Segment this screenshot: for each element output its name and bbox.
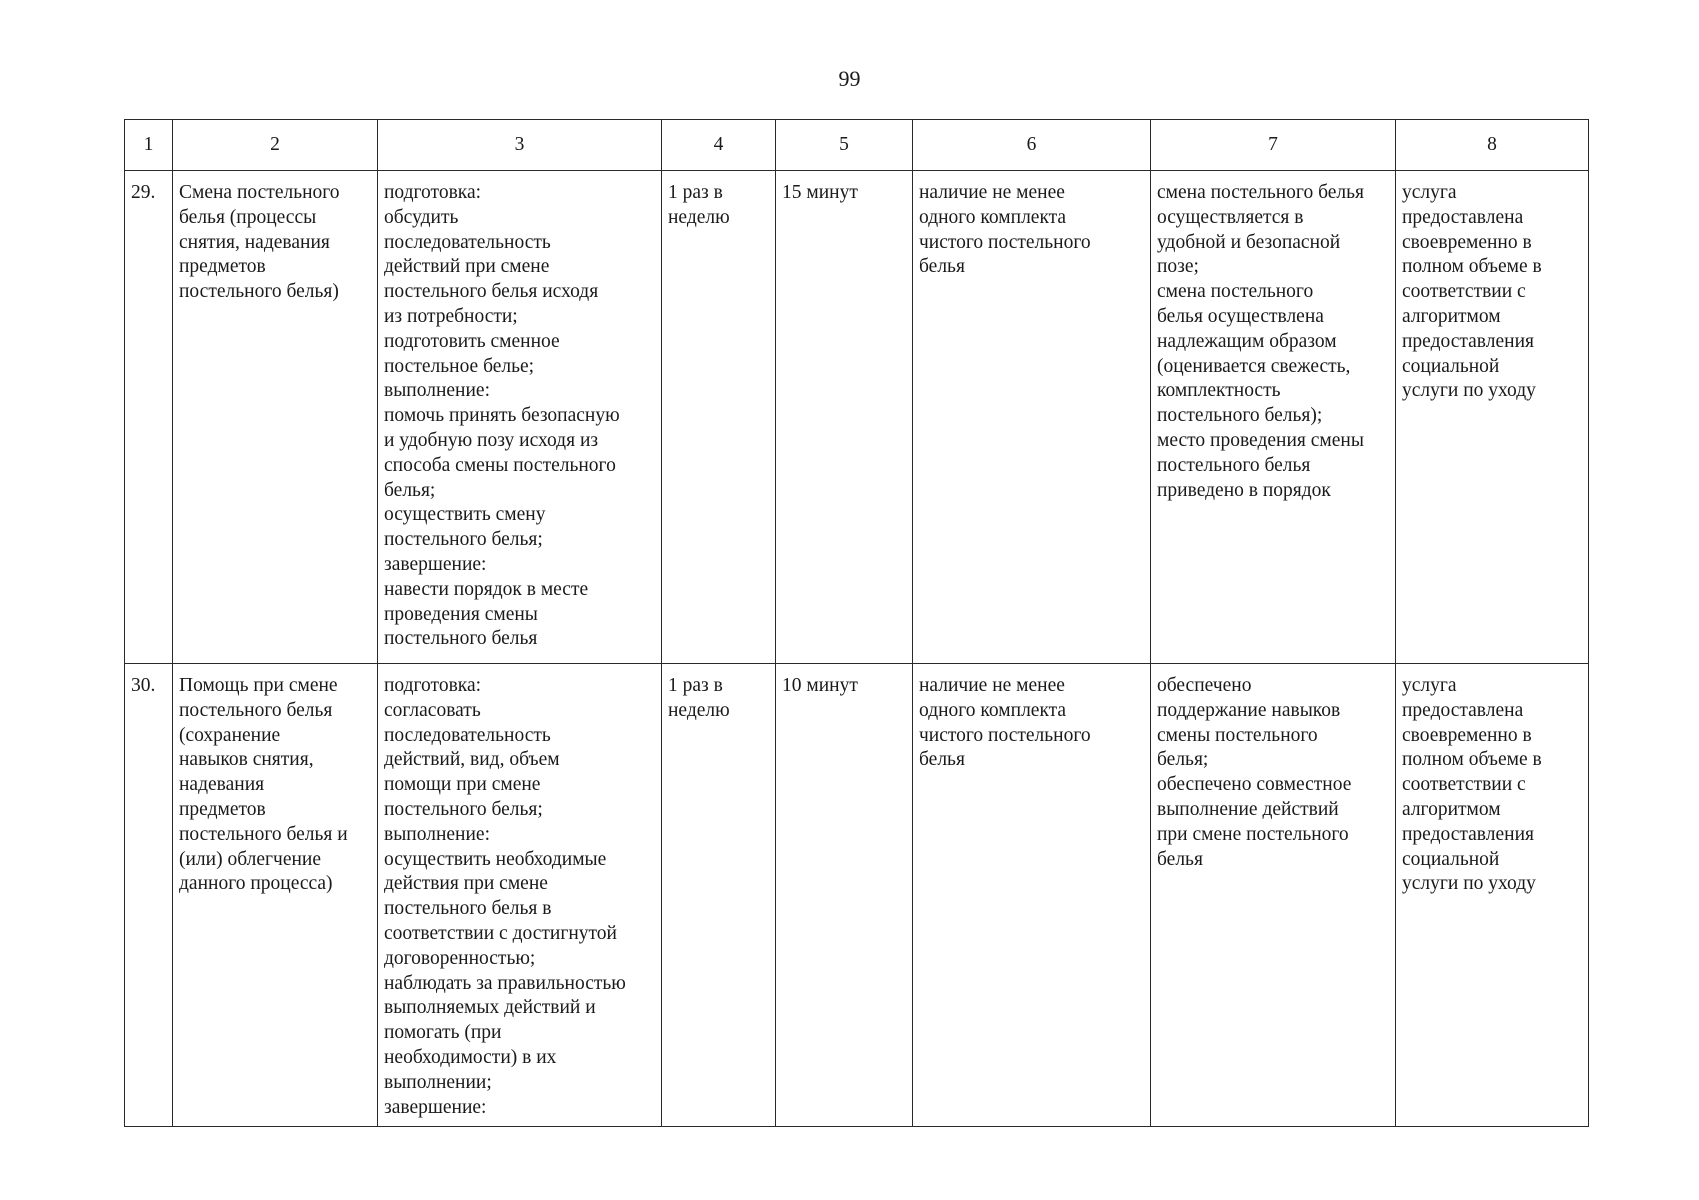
table-row [125, 664, 1589, 1127]
evaluation-cell [1396, 664, 1589, 1127]
quality-cell [1151, 171, 1396, 664]
service-name-cell [173, 664, 378, 1127]
content-line: навести порядок в месте [384, 578, 589, 600]
evaluation-line: полном объеме в [1402, 256, 1542, 278]
service-name-line: постельного белья) [179, 281, 339, 303]
content-line: выполняемых действий и [384, 997, 596, 1019]
content-line: подготовка: [384, 675, 482, 696]
content-line: осуществить необходимые [384, 848, 607, 870]
service-content-cell [378, 171, 662, 664]
content-line: помочь принять безопасную [384, 405, 620, 427]
frequency-cell [662, 664, 776, 1127]
evaluation-line: соответствии с [1402, 774, 1526, 796]
conditions-line: одного комплекта [919, 206, 1067, 228]
column-header-4: 4 [662, 120, 776, 171]
quality-line: смена постельного белья [1157, 182, 1364, 203]
row-number [125, 664, 173, 1127]
conditions-cell [913, 664, 1151, 1127]
page-number: 99 [838, 66, 861, 91]
service-name-line: Помощь при смене [179, 675, 338, 696]
row-number-text: 30. [131, 675, 156, 696]
services-table [124, 119, 1589, 1127]
evaluation-line: соответствии с [1402, 281, 1526, 303]
content-line: выполнение: [384, 823, 491, 845]
service-name-line: предметов [179, 256, 266, 278]
column-header-8: 8 [1396, 120, 1589, 171]
quality-line: обеспечено [1157, 675, 1252, 696]
service-content-cell [378, 664, 662, 1127]
content-line: завершение: [384, 1096, 487, 1118]
evaluation-line: предоставлена [1402, 206, 1524, 228]
service-name-line: постельного белья [179, 699, 333, 721]
service-name-line: надевания [179, 774, 265, 796]
service-name-line: навыков снятия, [179, 749, 314, 771]
conditions-line: одного комплекта [919, 699, 1067, 721]
content-line: наблюдать за правильностью [384, 972, 626, 994]
content-line: осуществить смену [384, 504, 546, 526]
content-line: постельного белья в [384, 898, 552, 920]
quality-line: постельного белья [1157, 454, 1311, 476]
content-line: действий, вид, объем [384, 749, 560, 771]
content-line: подготовка: [384, 182, 482, 203]
quality-line: место проведения смены [1157, 429, 1364, 451]
service-name-line: (сохранение [179, 724, 281, 746]
content-line: белья; [384, 479, 436, 501]
evaluation-line: услуги по уходу [1402, 380, 1536, 402]
frequency-line: 1 раз в [668, 675, 723, 696]
conditions-line: наличие не менее [919, 182, 1065, 203]
service-name-line: белья (процессы [179, 206, 317, 228]
quality-line: удобной и безопасной [1157, 231, 1341, 253]
quality-line: комплектность [1157, 380, 1281, 402]
quality-line: при смене постельного [1157, 823, 1349, 845]
column-header-2: 2 [173, 120, 378, 171]
content-line: действия при смене [384, 873, 548, 895]
content-line: постельного белья; [384, 529, 543, 551]
quality-line: белья осуществлена [1157, 305, 1324, 327]
quality-line: приведено в порядок [1157, 479, 1331, 501]
frequency-line: неделю [668, 206, 730, 228]
evaluation-line: своевременно в [1402, 724, 1532, 746]
row-number [125, 171, 173, 664]
content-line: договоренностью; [384, 947, 536, 969]
evaluation-line: услуга [1402, 675, 1457, 696]
content-line: выполнении; [384, 1071, 492, 1093]
duration-line: 10 минут [782, 675, 858, 696]
evaluation-line: социальной [1402, 848, 1500, 870]
content-line: обсудить [384, 206, 459, 228]
evaluation-line: социальной [1402, 355, 1500, 377]
content-line: из потребности; [384, 305, 518, 327]
content-line: действий при смене [384, 256, 550, 278]
content-line: последовательность [384, 724, 551, 746]
content-line: постельного белья исходя [384, 281, 599, 303]
column-header-6: 6 [913, 120, 1151, 171]
service-name-line: постельного белья и [179, 823, 348, 845]
service-name-line: Смена постельного [179, 182, 340, 203]
conditions-line: белья [919, 749, 965, 771]
duration-cell [776, 664, 913, 1127]
content-line: проведения смены [384, 603, 538, 625]
evaluation-line: своевременно в [1402, 231, 1532, 253]
quality-line: осуществляется в [1157, 206, 1304, 228]
quality-line: смена постельного [1157, 281, 1314, 303]
conditions-cell [913, 171, 1151, 664]
column-header-3: 3 [378, 120, 662, 171]
quality-line: обеспечено совместное [1157, 774, 1352, 796]
frequency-line: 1 раз в [668, 182, 723, 203]
evaluation-line: услуга [1402, 182, 1457, 203]
quality-line: смены постельного [1157, 724, 1318, 746]
table-row [125, 171, 1589, 664]
quality-line: выполнение действий [1157, 798, 1339, 820]
evaluation-line: услуги по уходу [1402, 873, 1536, 895]
content-line: необходимости) в их [384, 1046, 557, 1068]
service-name-line: предметов [179, 798, 266, 820]
conditions-line: наличие не менее [919, 675, 1065, 696]
conditions-line: чистого постельного [919, 231, 1091, 253]
service-name-line: (или) облегчение [179, 848, 322, 870]
content-line: постельного белья [384, 628, 538, 650]
content-line: подготовить сменное [384, 330, 560, 352]
content-line: согласовать [384, 699, 481, 721]
evaluation-line: алгоритмом [1402, 798, 1501, 820]
content-line: способа смены постельного [384, 454, 616, 476]
quality-line: белья [1157, 848, 1203, 870]
quality-line: поддержание навыков [1157, 699, 1341, 721]
quality-cell [1151, 664, 1396, 1127]
service-name-line: данного процесса) [179, 873, 333, 895]
content-line: постельного белья; [384, 798, 543, 820]
duration-line: 15 минут [782, 182, 858, 203]
quality-line: белья; [1157, 749, 1209, 771]
conditions-line: чистого постельного [919, 724, 1091, 746]
column-header-5: 5 [776, 120, 913, 171]
content-line: завершение: [384, 553, 487, 575]
evaluation-cell [1396, 171, 1589, 664]
frequency-cell [662, 171, 776, 664]
content-line: соответствии с достигнутой [384, 922, 617, 944]
content-line: выполнение: [384, 380, 491, 402]
row-number-text: 29. [131, 182, 156, 203]
content-line: помогать (при [384, 1022, 502, 1044]
duration-cell [776, 171, 913, 664]
quality-line: постельного белья); [1157, 405, 1323, 427]
quality-line: (оценивается свежесть, [1157, 355, 1351, 377]
conditions-line: белья [919, 256, 965, 278]
evaluation-line: алгоритмом [1402, 305, 1501, 327]
content-line: и удобную позу исходя из [384, 429, 599, 451]
frequency-line: неделю [668, 699, 730, 721]
service-name-cell [173, 171, 378, 664]
evaluation-line: предоставления [1402, 823, 1534, 845]
content-line: последовательность [384, 231, 551, 253]
content-line: постельное белье; [384, 355, 535, 377]
column-header-1: 1 [125, 120, 173, 171]
evaluation-line: предоставления [1402, 330, 1534, 352]
service-name-line: снятия, надевания [179, 231, 330, 253]
evaluation-line: полном объеме в [1402, 749, 1542, 771]
quality-line: позе; [1157, 256, 1199, 278]
column-header-7: 7 [1151, 120, 1396, 171]
quality-line: надлежащим образом [1157, 330, 1337, 352]
evaluation-line: предоставлена [1402, 699, 1524, 721]
content-line: помощи при смене [384, 774, 541, 796]
header-row [125, 120, 1589, 171]
